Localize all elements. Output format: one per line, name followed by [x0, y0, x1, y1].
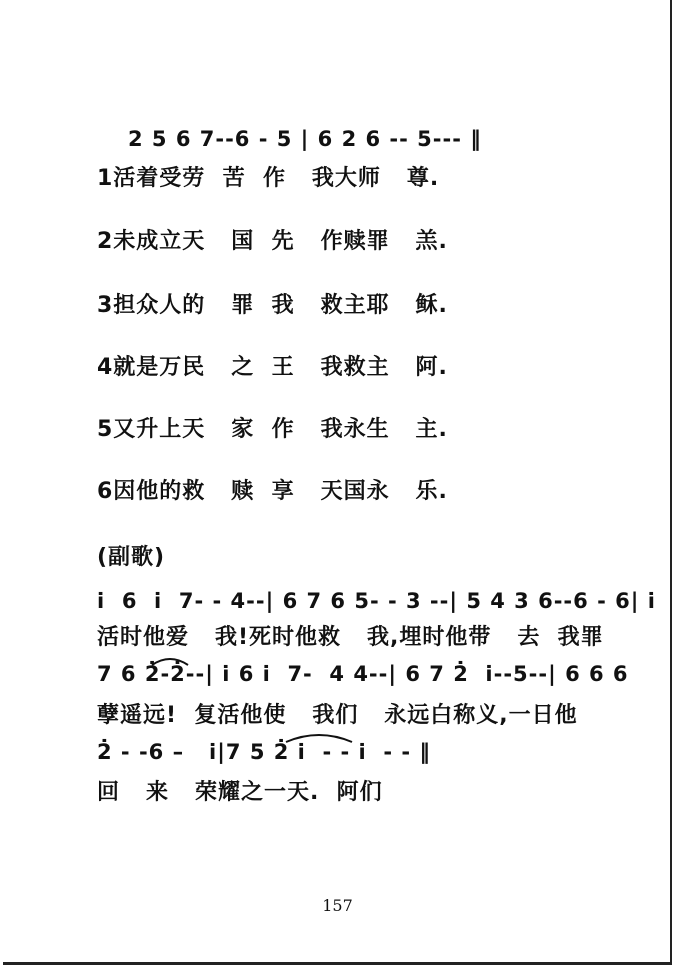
chorus-notation-3: 2̇ - -6 – i̇|7 5 2̇ i̇ - - i̇ - - ‖: [97, 740, 431, 764]
chorus-lyric-1: 活时他爱 我!死时他救 我,埋时他带 去 我罪: [97, 625, 604, 650]
chorus-notation-1: i̇ 6 i̇ 7- - 4--| 6 7 6 5- - 3 --| 5 4 3 6--6 - 6| i̇: [97, 589, 656, 613]
verse-notation: 2 5 6 7--6 - 5 | 6 2 6 -- 5--- ‖: [128, 127, 482, 151]
chorus-lyric-3: 回 来 荣耀之一天. 阿们: [97, 780, 383, 805]
chorus-label: (副歌): [97, 545, 166, 570]
verse-6: 6因他的救 赎 享 天国永 乐.: [97, 479, 448, 504]
chorus-lyric-2: 孽遥远! 复活他使 我们 永远白称义,一日他: [97, 703, 578, 728]
verse-3: 3担众人的 罪 我 救主耶 稣.: [97, 293, 448, 318]
verse-1: 1活着受劳 苦 作 我大师 尊.: [97, 166, 440, 191]
verse-2: 2未成立天 国 先 作赎罪 羔.: [97, 229, 448, 254]
verse-4: 4就是万民 之 王 我救主 阿.: [97, 355, 448, 380]
verse-5: 5又升上天 家 作 我永生 主.: [97, 417, 448, 442]
page-number: 157: [322, 896, 353, 915]
chorus-notation-2: 7 6 2̇-2̇--| i̇ 6 i̇ 7- 4 4--| 6 7 2̇ i̇--5--| 6 6 6: [97, 662, 629, 686]
